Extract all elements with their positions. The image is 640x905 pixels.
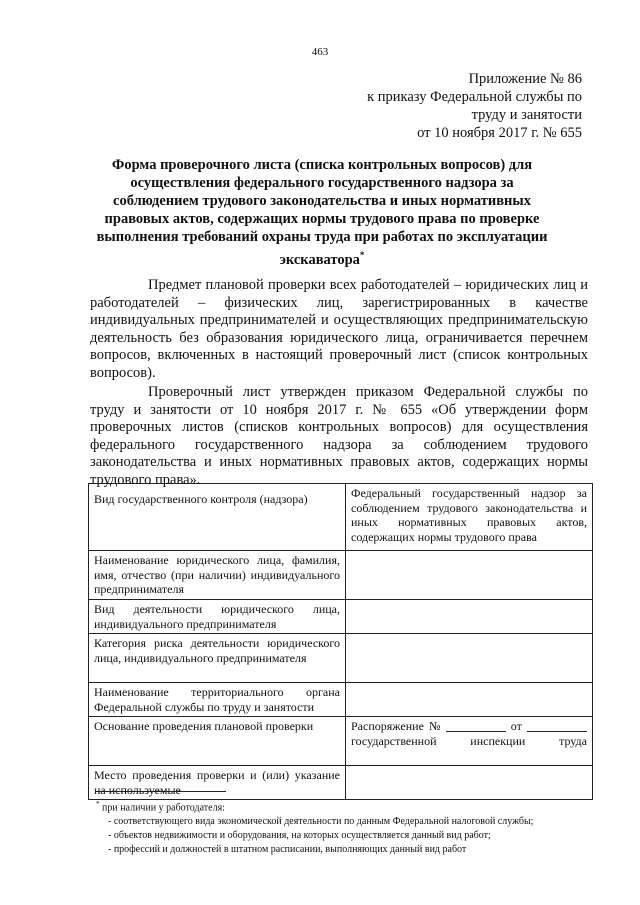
row-label: Место проведения проверки и (или) указание на используемые bbox=[89, 766, 346, 800]
appendix-line-4: от 10 ноября 2017 г. № 655 bbox=[417, 125, 582, 141]
footnote-item: - соответствующего вида экономической деятельности по данным Федеральной налоговой службы; bbox=[108, 816, 534, 828]
basis-labor-word: труда bbox=[559, 733, 587, 748]
row-label: Вид государственного контроля (надзора) bbox=[89, 484, 346, 551]
appendix-line-2: к приказу Федеральной службы по bbox=[367, 89, 582, 105]
paragraph-subject: Предмет плановой проверки всех работодателей – юридических лиц и работодателей – физических лиц, зарегистрированных в качестве индивидуальных предпринимателей и осуществляющих предпринимательскую деятельность без образования юридического лица, ограничивается перечнем вопросов, включенных в настоящий проверочный лист (список контрольных вопросов). bbox=[90, 277, 588, 381]
row-label: Вид деятельности юридического лица, индивидуального предпринимателя bbox=[89, 600, 346, 634]
row-value-empty bbox=[346, 600, 593, 634]
row-value-empty bbox=[346, 766, 593, 800]
appendix-header bbox=[367, 70, 582, 142]
appendix-line-1: Приложение № 86 bbox=[468, 71, 582, 87]
footnotes bbox=[96, 797, 576, 857]
footnote-item: - профессий и должностей в штатном расписании, выполняющих данный вид работ bbox=[108, 844, 467, 856]
paragraph-approval: Проверочный лист утвержден приказом Федеральной службы по труду и занятости от 10 ноября 2017 г. № 655 «Об утверждении форм проверочных листов (списков контрольных вопросов) для осуществления федерального государственного надзора за соблюдением трудового законодательства и иных нормативных правовых актов, содержащих нормы трудового права». bbox=[90, 384, 588, 488]
row-label: Наименование территориального органа Федеральной службы по труду и занятости bbox=[89, 683, 346, 717]
row-label: Категория риска деятельности юридического лица, индивидуального предпринимателя bbox=[89, 634, 346, 683]
basis-number-blank bbox=[446, 719, 506, 732]
page-number: 463 bbox=[311, 46, 329, 58]
row-value-empty bbox=[346, 551, 593, 600]
row-value bbox=[346, 717, 593, 766]
table-row bbox=[89, 484, 593, 551]
table-row bbox=[89, 551, 593, 600]
basis-state-word: государственной bbox=[351, 733, 437, 748]
footnote-intro-text: при наличии у работодателя: bbox=[102, 802, 225, 814]
table-row bbox=[89, 717, 593, 766]
document-title bbox=[96, 156, 548, 269]
inspection-info-table bbox=[88, 483, 593, 800]
table-row bbox=[89, 683, 593, 717]
row-label: Наименование юридического лица, фамилия, имя, отчество (при наличии) индивидуального предпринимателя bbox=[89, 551, 346, 600]
row-label: Основание проведения плановой проверки bbox=[89, 717, 346, 766]
appendix-line-3: труду и занятости bbox=[471, 107, 582, 123]
row-value-empty bbox=[346, 634, 593, 683]
row-value: Федеральный государственный надзор за соблюдением трудового законодательства и иных нормативных правовых актов, содержащих нормы трудового права bbox=[346, 484, 593, 551]
title-text: Форма проверочного листа (списка контрольных вопросов) для осуществления федерального государственного надзора за соблюдением трудового законодательства и иных нормативных правовых актов, содержащих нормы трудового права по проверке выполнения требований охраны труда при работах по эксплуатации экскаватора bbox=[96, 157, 548, 268]
basis-order-line-1 bbox=[351, 719, 587, 734]
basis-number-sign: № bbox=[429, 719, 441, 733]
title-footnote-mark: * bbox=[359, 250, 365, 260]
basis-order-line-2 bbox=[351, 734, 587, 749]
footnote-mark: * bbox=[96, 800, 100, 808]
basis-from-word: от bbox=[510, 719, 522, 733]
footnote-item: - объектов недвижимости и оборудования, на которых осуществляется данный вид работ; bbox=[108, 830, 491, 842]
table-row bbox=[89, 634, 593, 683]
row-value-empty bbox=[346, 683, 593, 717]
table-row bbox=[89, 766, 593, 800]
basis-order-word: Распоряжение bbox=[351, 719, 424, 733]
footnote-divider bbox=[96, 791, 226, 792]
footnote-intro bbox=[96, 797, 576, 815]
basis-inspection-word: инспекции bbox=[470, 733, 526, 748]
table-row bbox=[89, 600, 593, 634]
basis-date-blank bbox=[527, 719, 587, 732]
